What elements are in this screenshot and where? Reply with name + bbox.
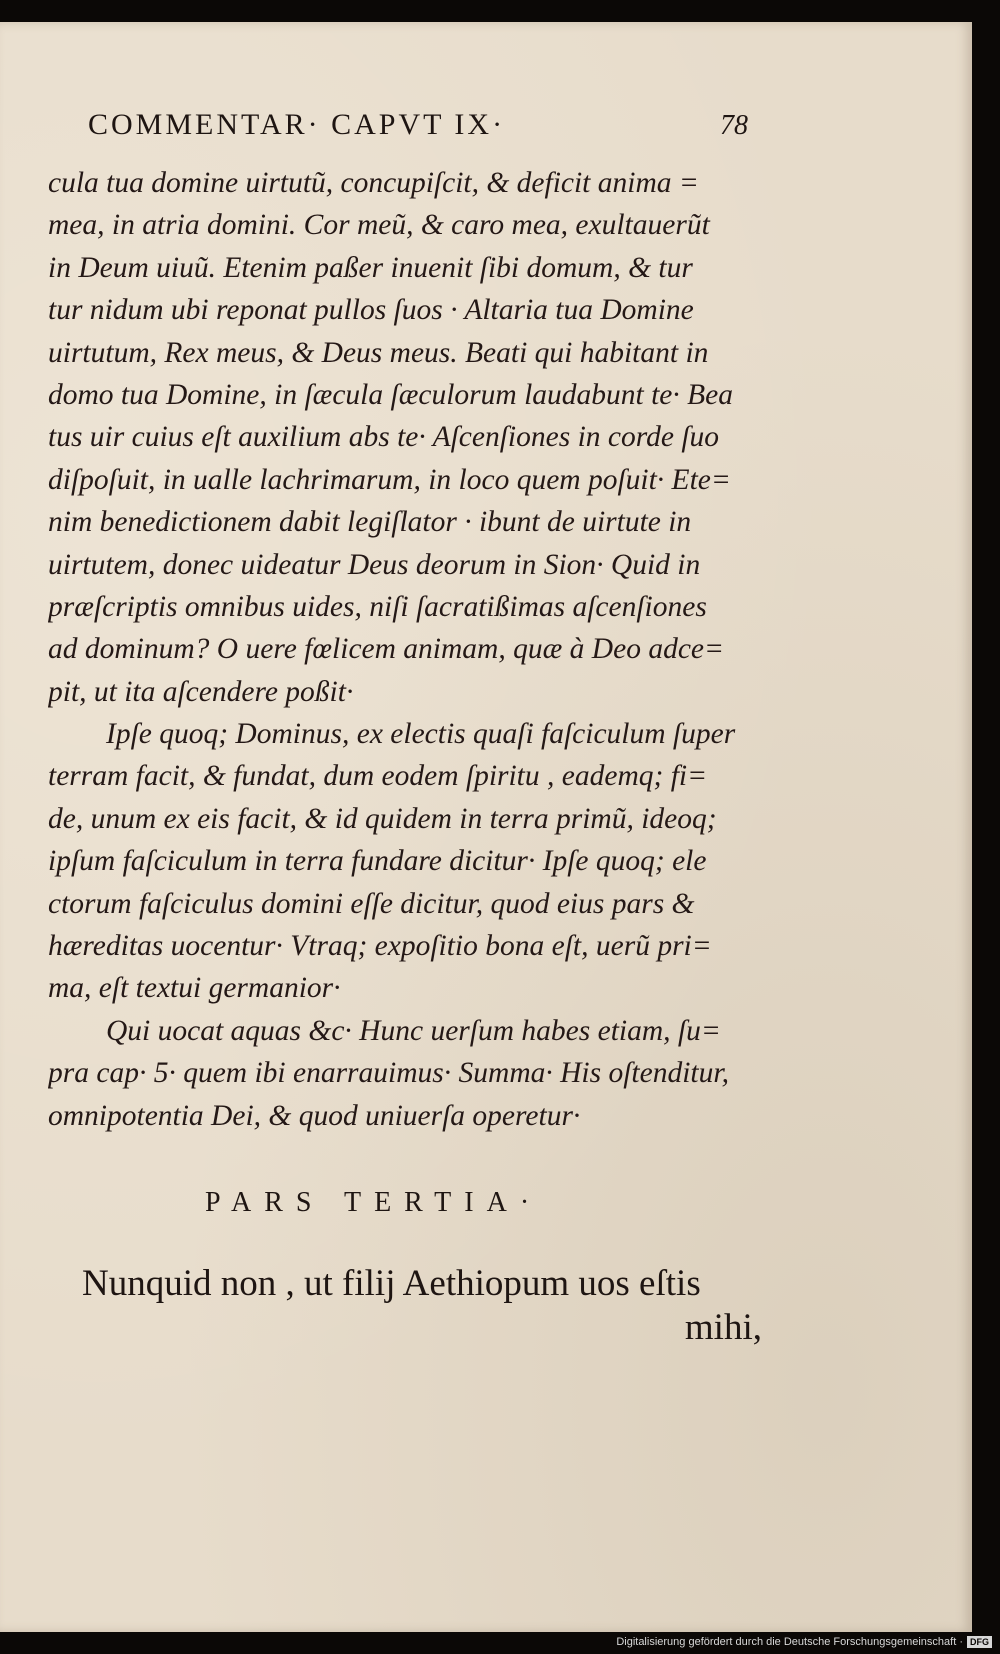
text-line: ma, eſt textui germanior· — [48, 972, 341, 1005]
text-line: Qui uocat aquas &c· Hunc uerſum habes etiam, ſu= — [106, 1014, 721, 1047]
text-line: præſcriptis omnibus uides, niſi ſacratißimas aſcenſiones — [48, 590, 707, 623]
lemma-line: mihi, — [684, 1307, 762, 1348]
text-line: uirtutum, Rex meus, & Deus meus. Beati qui habitant in — [48, 336, 709, 369]
dfg-logo: DFG — [967, 1636, 992, 1648]
text-line: omnipotentia Dei, & quod uniuerſa operetur· — [48, 1099, 581, 1132]
text-line: de, unum ex eis facit, & id quidem in terra primũ, ideoq; — [48, 802, 717, 835]
lemma-line: Nunquid non , ut filij Aethiopum uos eſtis — [82, 1263, 701, 1304]
page-header — [88, 108, 748, 148]
text-line: pit, ut ita aſcendere poßit· — [48, 675, 354, 708]
text-line: cula tua domine uirtutũ, concupiſcit, & deficit anima = — [48, 167, 699, 199]
text-line: in Deum uiuũ. Etenim paßer inuenit ſibi domum, & tur — [48, 251, 693, 284]
text-line: diſpoſuit, in ualle lachrimarum, in loco quem poſuit· Ete= — [48, 463, 731, 496]
running-head: COMMENTAR· CAPVT IX· — [88, 108, 506, 141]
text-line: domo tua Domine, in ſæcula ſæculorum laudabunt te· Bea — [48, 378, 733, 411]
text-line: terram facit, & fundat, dum eodem ſpiritu , eademq; fi= — [48, 760, 707, 793]
text-line: mea, in atria domini. Cor meũ, & caro mea, exultauerũt — [48, 209, 710, 242]
text-line: tus uir cuius eſt auxilium abs te· Aſcenſiones in corde ſuo — [48, 421, 720, 454]
section-heading: PARS TERTIA· — [205, 1187, 543, 1218]
body-text — [48, 162, 738, 1137]
text-line: ipſum faſciculum in terra fundare dicitur· Ipſe quoq; ele — [48, 845, 707, 878]
book-page — [0, 22, 972, 1632]
lemma-text — [82, 1262, 762, 1350]
text-line: ctorum faſciculus domini eſſe dicitur, quod eius pars & — [48, 887, 695, 920]
text-line: uirtutem, donec uideatur Deus deorum in Sion· Quid in — [48, 548, 701, 581]
text-line: tur nidum ubi reponat pullos ſuos · Altaria tua Domine — [48, 294, 694, 327]
text-line: pra cap· 5· quem ibi enarrauimus· Summa· His oſtenditur, — [48, 1057, 729, 1090]
text-line: hæreditas uocentur· Vtraq; expoſitio bona eſt, uerũ pri= — [48, 930, 712, 963]
text-line: ad dominum? O uere fœlicem animam, quæ à Deo adce= — [48, 633, 724, 666]
folio-number: 78 — [720, 110, 748, 141]
text-line: nim benedictionem dabit legiſlator · ibunt de uirtute in — [48, 506, 692, 539]
credit-text: Digitalisierung gefördert durch die Deutsche Forschungsgemeinschaft · — [616, 1636, 963, 1648]
text-line: Ipſe quoq; Dominus, ex electis quaſi faſciculum ſuper — [106, 718, 736, 751]
digitization-credit — [616, 1634, 992, 1650]
